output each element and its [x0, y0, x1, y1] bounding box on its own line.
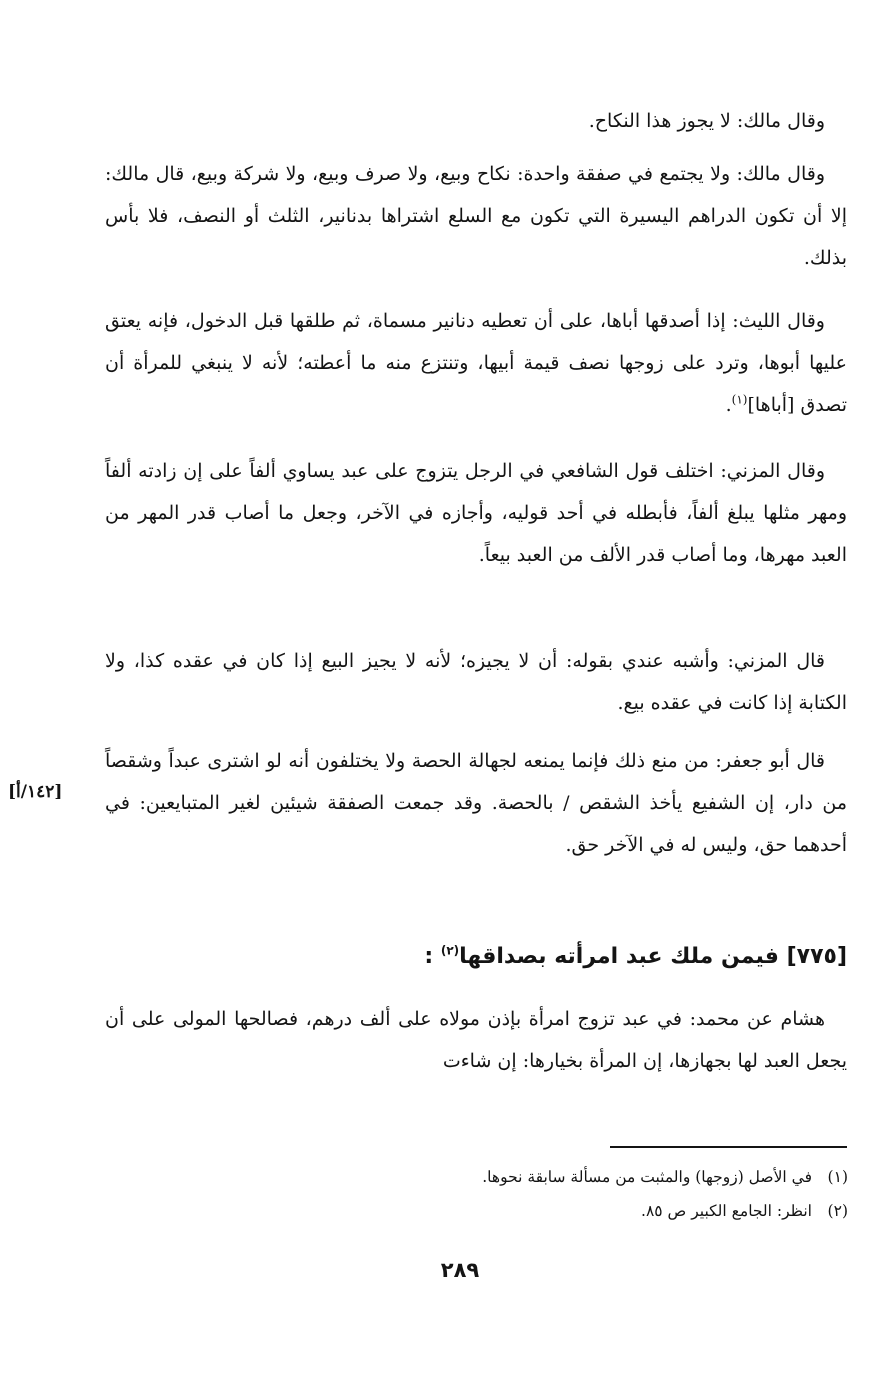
- section-number: [٧٧٥]: [786, 944, 847, 969]
- paragraph-6: [105, 740, 847, 866]
- footnote-ref-2: (٢): [440, 943, 460, 958]
- footnote-ref-1: (١): [731, 392, 748, 407]
- paragraph-text: وقال مالك: ولا يجتمع في صفقة واحدة: نكاح وبيع، ولا صرف وبيع، ولا شركة وبيع، قال مالك: إلا أن تكون الدراهم اليسيرة التي تكون مع السلع اشتراها بدنانير، الثلث أو النصف، فلا بأس بذلك.: [105, 163, 847, 269]
- paragraph-text: وقال الليث: إذا أصدقها أباها، على أن تعطيه دنانير مسماة، ثم طلقها قبل الدخول، فإنه يعتق عليها أبوها، وترد على زوجها نصف قيمة أبيها، وتنتزع منه ما أعطته؛ لأنه لا ينبغي للمرأة أن تصدق [أباها]: [105, 310, 847, 416]
- margin-folio-note: [١٤٢/أ]: [8, 782, 63, 802]
- paragraph-text: قال المزني: وأشبه عندي بقوله: أن لا يجيزه؛ لأنه لا يجيز البيع إذا كان في عقده كذا، ولا الكتابة إذا كانت في عقده بيع.: [105, 650, 847, 714]
- heading-colon: :: [424, 944, 434, 969]
- paragraph-4: [105, 450, 847, 576]
- section-heading: [360, 937, 847, 977]
- footnote-1: [300, 1160, 848, 1194]
- footnote-number: (١): [827, 1168, 848, 1186]
- paragraph-2: [105, 153, 847, 279]
- paragraph-text: وقال مالك: لا يجوز هذا النكاح.: [588, 110, 825, 132]
- page-number: ٢٨٩: [440, 1258, 480, 1282]
- paragraph-5: [105, 640, 847, 724]
- paragraph-text: هشام عن محمد: في عبد تزوج امرأة بإذن مولاه على ألف درهم، فصالحها المولى على أن يجعل العبد لها بجهازها، إن المرأة بخيارها: إن شاءت: [105, 1008, 847, 1072]
- paragraph-text: وقال المزني: اختلف قول الشافعي في الرجل يتزوج على عبد يساوي ألفاً على إن زادته ألفاً ومهر مثلها يبلغ ألفاً، فأبطله في أحد قوليه، وأجازه في الآخر، وجعل ما أصاب قدر المهر من العبد مهرها، وما أصاب قدر الألف من العبد بيعاً.: [105, 460, 847, 566]
- footnote-number: (٢): [827, 1202, 848, 1220]
- paragraph-3: [105, 300, 847, 426]
- paragraph-text: قال أبو جعفر: من منع ذلك فإنما يمنعه لجهالة الحصة ولا يختلفون أنه لو اشترى عبداً وشقصاً من دار، إن الشفيع يأخذ الشقص / بالحصة. وقد جمعت الصفقة شيئين لغير المتبايعين: في أحدهما حق، وليس له في الآخر حق.: [105, 750, 847, 856]
- section-title: فيمن ملك عبد امرأته بصداقها: [459, 944, 779, 969]
- paragraph-tail: .: [725, 394, 732, 416]
- footnote-text: في الأصل (زوجها) والمثبت من مسألة سابقة نحوها.: [482, 1168, 812, 1186]
- footnote-text: انظر: الجامع الكبير ص ٨٥.: [641, 1202, 812, 1220]
- footnotes: [300, 1160, 848, 1228]
- paragraph-1: [105, 100, 847, 142]
- footnote-2: [300, 1194, 848, 1228]
- paragraph-7: [105, 998, 847, 1082]
- footnote-separator: [610, 1146, 847, 1148]
